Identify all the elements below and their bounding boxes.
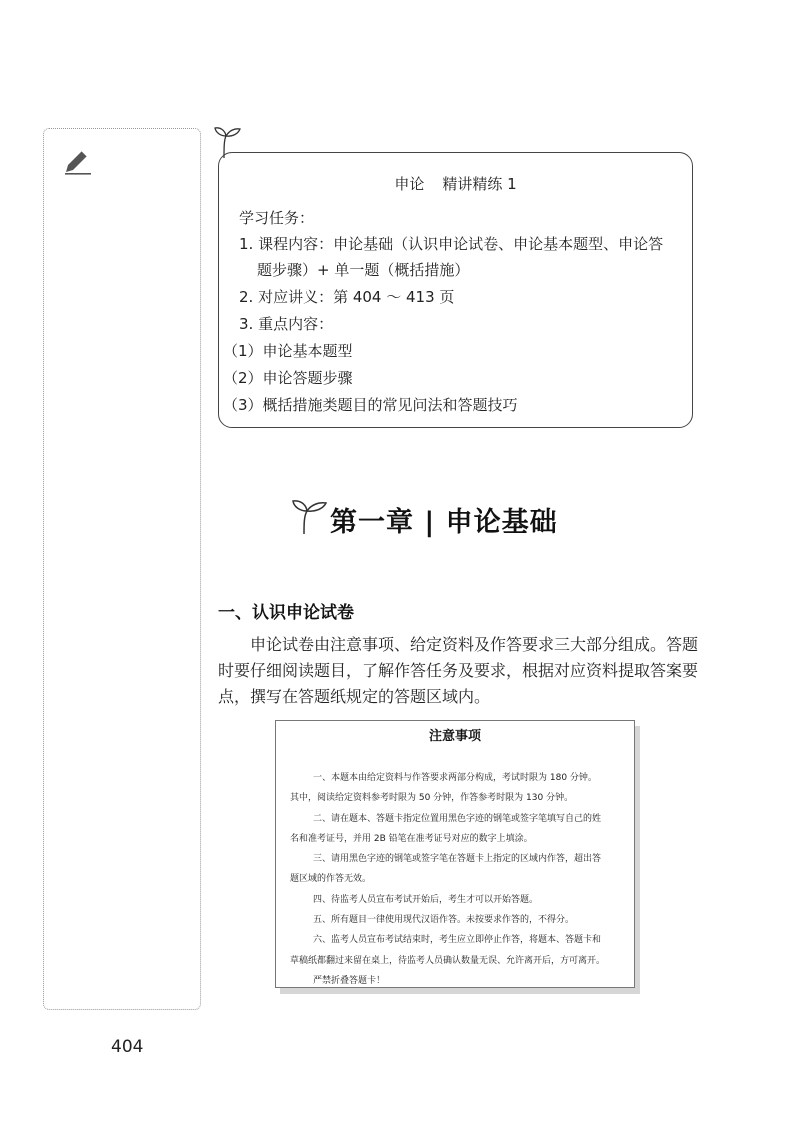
task-box-title-course: 精讲精练 1 bbox=[442, 175, 517, 193]
key-point-3: （3）概括措施类题目的常见问法和答题技巧 bbox=[223, 396, 518, 414]
body-paragraph bbox=[218, 632, 699, 710]
notice-line: 三、请用黑色字迹的钢笔或签字笔在答题卡上指定的区域内作答，超出答 bbox=[313, 854, 602, 865]
paragraph-line: 申论试卷由注意事项、给定资料及作答要求三大部分组成。答题 bbox=[218, 635, 699, 654]
task-box-title-subject: 申论 bbox=[394, 175, 425, 193]
task-item-course-content-cont: 题步骤）+ 单一题（概括措施） bbox=[257, 261, 470, 279]
notes-margin bbox=[43, 128, 201, 1010]
notice-line: 二、请在题本、答题卡指定位置用黑色字迹的钢笔或签字笔填写自己的姓 bbox=[313, 813, 602, 824]
paragraph-line: 时要仔细阅读题目，了解作答任务及要求，根据对应资料提取答案要 bbox=[218, 661, 699, 680]
notice-line: 六、监考人员宣布考试结束时，考生应立即停止作答，将题本、答题卡和 bbox=[313, 935, 602, 946]
notice-line: 五、所有题目一律使用现代汉语作答。未按要求作答的，不得分。 bbox=[313, 915, 575, 926]
task-box-title bbox=[219, 173, 692, 194]
notice-line: 草稿纸都翻过来留在桌上，待监考人员确认数量无误、允许离开后，方可离开。 bbox=[290, 955, 606, 966]
task-item-handout-pages: 2. 对应讲义：第 404 ～ 413 页 bbox=[239, 288, 455, 306]
sprout-icon bbox=[290, 494, 330, 534]
notice-line: 四、待监考人员宣布考试开始后，考生才可以开始答题。 bbox=[313, 894, 539, 905]
pencil-icon bbox=[62, 149, 96, 175]
notice-line: 题区域的作答无效。 bbox=[290, 874, 372, 885]
exam-notice-figure bbox=[275, 720, 635, 988]
paragraph-line: 点，撰写在答题纸规定的答题区域内。 bbox=[218, 687, 491, 706]
task-item-course-content: 1. 课程内容：申论基础（认识申论试卷、申论基本题型、申论答 bbox=[239, 235, 664, 253]
key-point-1: （1）申论基本题型 bbox=[223, 342, 353, 360]
page-number: 404 bbox=[111, 1037, 144, 1057]
notice-line: 严禁折叠答题卡！ bbox=[313, 975, 386, 986]
study-task-box bbox=[218, 152, 693, 428]
task-item-key-content: 3. 重点内容： bbox=[239, 315, 334, 333]
notice-line: 一、本题本由给定资料与作答要求两部分构成，考试时限为 180 分钟。 bbox=[313, 773, 597, 783]
notice-line: 名和准考证号，并用 2B 铅笔在准考证号对应的数字上填涂。 bbox=[290, 833, 533, 844]
key-point-2: （2）申论答题步骤 bbox=[223, 369, 353, 387]
notice-line: 其中，阅读给定资料参考时限为 50 分钟，作答参考时限为 130 分钟。 bbox=[290, 793, 574, 804]
notice-title: 注意事项 bbox=[428, 729, 481, 744]
notice-body bbox=[290, 768, 626, 991]
section-heading: 一、认识申论试卷 bbox=[218, 603, 354, 623]
chapter-title: 第一章 | 申论基础 bbox=[330, 507, 558, 538]
study-task-label: 学习任务： bbox=[239, 209, 315, 227]
